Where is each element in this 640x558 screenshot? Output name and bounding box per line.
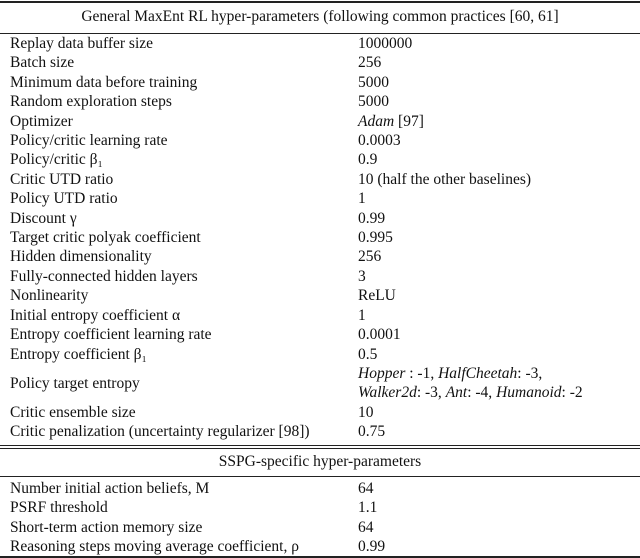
- table-row: [0, 53, 640, 72]
- param-name: Minimum data before training: [10, 73, 198, 91]
- env-entropy: : -3,: [517, 364, 543, 382]
- param-value: 10 (half the other baselines): [358, 170, 532, 188]
- param-name: Random exploration steps: [10, 93, 172, 111]
- param-value: 256: [358, 54, 382, 72]
- table-row: [0, 498, 640, 517]
- env-entropy: : -1,: [405, 364, 439, 382]
- table-row: [0, 345, 640, 364]
- param-name: Critic ensemble size: [10, 403, 136, 421]
- table-row: [0, 422, 640, 441]
- value-italic: Adam: [358, 112, 395, 130]
- param-value: 64: [358, 518, 374, 536]
- param-name: Entropy coefficient β₁: [10, 345, 147, 363]
- param-name: Batch size: [10, 54, 75, 72]
- param-value: 3: [358, 267, 366, 285]
- param-name: PSRF threshold: [10, 499, 108, 517]
- table-row: [0, 518, 640, 537]
- table-row: [0, 247, 640, 266]
- param-value: 1: [358, 190, 366, 208]
- param-name: Discount γ: [10, 209, 77, 227]
- param-value: 5000: [358, 73, 389, 91]
- table-row: [0, 170, 640, 189]
- param-name: Optimizer: [10, 112, 73, 130]
- param-name: Fully-connected hidden layers: [10, 267, 198, 285]
- param-value: 0.75: [358, 423, 386, 441]
- param-value: 0.9: [358, 151, 378, 169]
- table-row: [0, 189, 640, 208]
- general-section-title: General MaxEnt RL hyper-parameters (following common practices [60, 61]: [81, 8, 559, 25]
- sspg-section-title: SSPG-specific hyper-parameters: [218, 453, 422, 470]
- param-value: [358, 364, 640, 403]
- param-value: 0.5: [358, 345, 378, 363]
- bottom-rule: [0, 556, 640, 558]
- table-row: [0, 479, 640, 498]
- table-row: [0, 150, 640, 169]
- sspg-header-rule: [0, 476, 640, 477]
- param-value: 0.995: [358, 229, 393, 247]
- param-name: Hidden dimensionality: [10, 248, 152, 266]
- table-row: [0, 325, 640, 344]
- param-value: ReLU: [358, 287, 396, 305]
- env-entropy: : -3,: [416, 384, 446, 402]
- table-row: [0, 306, 640, 325]
- section-rule: [0, 445, 640, 446]
- section-rule-2: [0, 448, 640, 449]
- table-row: [0, 286, 640, 305]
- param-name: Short-term action memory size: [10, 518, 203, 536]
- env-name: HalfCheetah: [438, 364, 518, 382]
- env-name: Walker2d: [358, 384, 417, 402]
- param-name: Replay data buffer size: [10, 35, 154, 52]
- param-value: 0.99: [358, 538, 386, 556]
- param-name: Initial entropy coefficient α: [10, 306, 181, 324]
- param-name: Target critic polyak coefficient: [10, 229, 201, 247]
- param-name: Entropy coefficient learning rate: [10, 326, 212, 344]
- table-row: [0, 34, 640, 53]
- table-row: [0, 92, 640, 111]
- param-name: Critic penalization (uncertainty regularizer [98]): [10, 423, 310, 441]
- table-row: [0, 267, 640, 286]
- param-value: [358, 112, 640, 131]
- param-name: Policy/critic learning rate: [10, 132, 168, 150]
- table-row: [0, 131, 640, 150]
- table-row: [0, 209, 640, 228]
- top-rule: [0, 1, 640, 3]
- param-value: 1000000: [358, 35, 413, 52]
- table-row-target-entropy: [0, 364, 640, 403]
- param-value: 5000: [358, 93, 389, 111]
- param-name: Policy/critic β₁: [10, 151, 103, 169]
- param-name: Policy UTD ratio: [10, 190, 118, 208]
- table-row: [0, 403, 640, 422]
- param-value: 64: [358, 480, 374, 497]
- table-row: [0, 537, 640, 556]
- param-name: Reasoning steps moving average coefficient, ρ: [10, 538, 299, 556]
- param-value: 0.0003: [358, 132, 401, 150]
- param-value: 256: [358, 248, 382, 266]
- env-name: Hopper: [358, 364, 406, 382]
- param-value: 1: [358, 306, 366, 324]
- param-name: Policy target entropy: [10, 374, 140, 392]
- table-row: [0, 112, 640, 131]
- env-entropy: : -2: [561, 384, 583, 402]
- param-name: Nonlinearity: [10, 287, 89, 305]
- param-name: Number initial action beliefs, M: [10, 480, 210, 497]
- table-row: [0, 228, 640, 247]
- env-name: Ant: [445, 384, 468, 402]
- param-value: 0.0001: [358, 326, 401, 344]
- env-name: Humanoid: [496, 384, 562, 402]
- table-row: [0, 73, 640, 92]
- param-name: Critic UTD ratio: [10, 170, 114, 188]
- general-rows: [0, 34, 640, 442]
- env-entropy: : -4,: [467, 384, 497, 402]
- param-value: 10: [358, 403, 374, 421]
- value-suffix: [97]: [394, 112, 424, 130]
- param-value: 0.99: [358, 209, 386, 227]
- sspg-rows: [0, 479, 640, 557]
- param-value: 1.1: [358, 499, 378, 517]
